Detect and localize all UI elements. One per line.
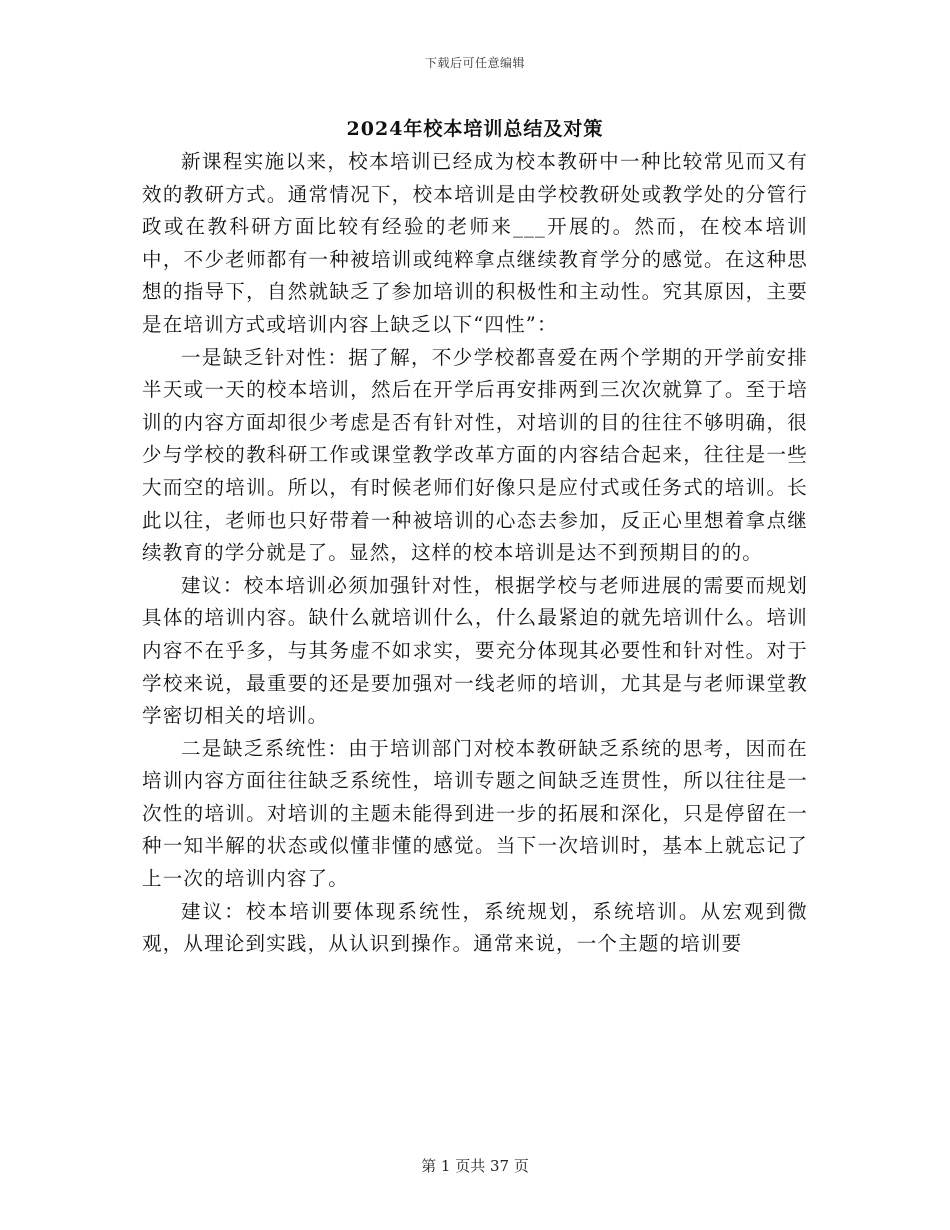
paragraph-suggestion-one: 建议：校本培训必须加强针对性，根据学校与老师进展的需要而规划具体的培训内容。缺什么就培训什么，什么最紧迫的就先培训什么。培训内容不在乎多，与其务虚不如求实，要充分体现其必要性和针对性。对于学校来说，最重要的还是要加强对一线老师的培训，尤其是与老师课堂教学密切相关的培训。 xyxy=(142,573,808,728)
page-number-footer: 第 1 页共 37 页 xyxy=(421,1157,529,1175)
paragraph-suggestion-two: 建议：校本培训要体现系统性，系统规划，系统培训。从宏观到微观，从理论到实践，从认识到操作。通常来说，一个主题的培训要 xyxy=(142,899,808,956)
header-note: 下载后可任意编辑 xyxy=(424,56,525,70)
document-body xyxy=(142,146,808,961)
document-title: 2024年校本培训总结及对策 xyxy=(346,118,604,140)
paragraph-point-one: 一是缺乏针对性：据了解，不少学校都喜爱在两个学期的开学前安排半天或一天的校本培训，然后在开学后再安排两到三次次就算了。至于培训的内容方面却很少考虑是否有针对性，对培训的目的往往不够明确，很少与学校的教科研工作或课堂教学改革方面的内容结合起来，往往是一些大而空的培训。所以，有时候老师们好像只是应付式或任务式的培训。长此以往，老师也只好带着一种被培训的心态去参加，反正心里想着拿点继续教育的学分就是了。显然，这样的校本培训是达不到预期目的的。 xyxy=(142,345,808,565)
paragraph-point-two: 二是缺乏系统性：由于培训部门对校本教研缺乏系统的思考，因而在培训内容方面往往缺乏系统性，培训专题之间缺乏连贯性，所以往往是一次性的培训。对培训的主题未能得到进一步的拓展和深化，只是停留在一种一知半解的状态或似懂非懂的感觉。当下一次培训时，基本上就忘记了上一次的培训内容了。 xyxy=(142,736,808,891)
paragraph-intro: 新课程实施以来，校本培训已经成为校本教研中一种比较常见而又有效的教研方式。通常情况下，校本培训是由学校教研处或教学处的分管行政或在教科研方面比较有经验的老师来___开展的。然而，在校本培训中，不少老师都有一种被培训或纯粹拿点继续教育学分的感觉。在这种思想的指导下，自然就缺乏了参加培训的积极性和主动性。究其原因，主要是在培训方式或培训内容上缺乏以下“四性”： xyxy=(142,150,808,336)
